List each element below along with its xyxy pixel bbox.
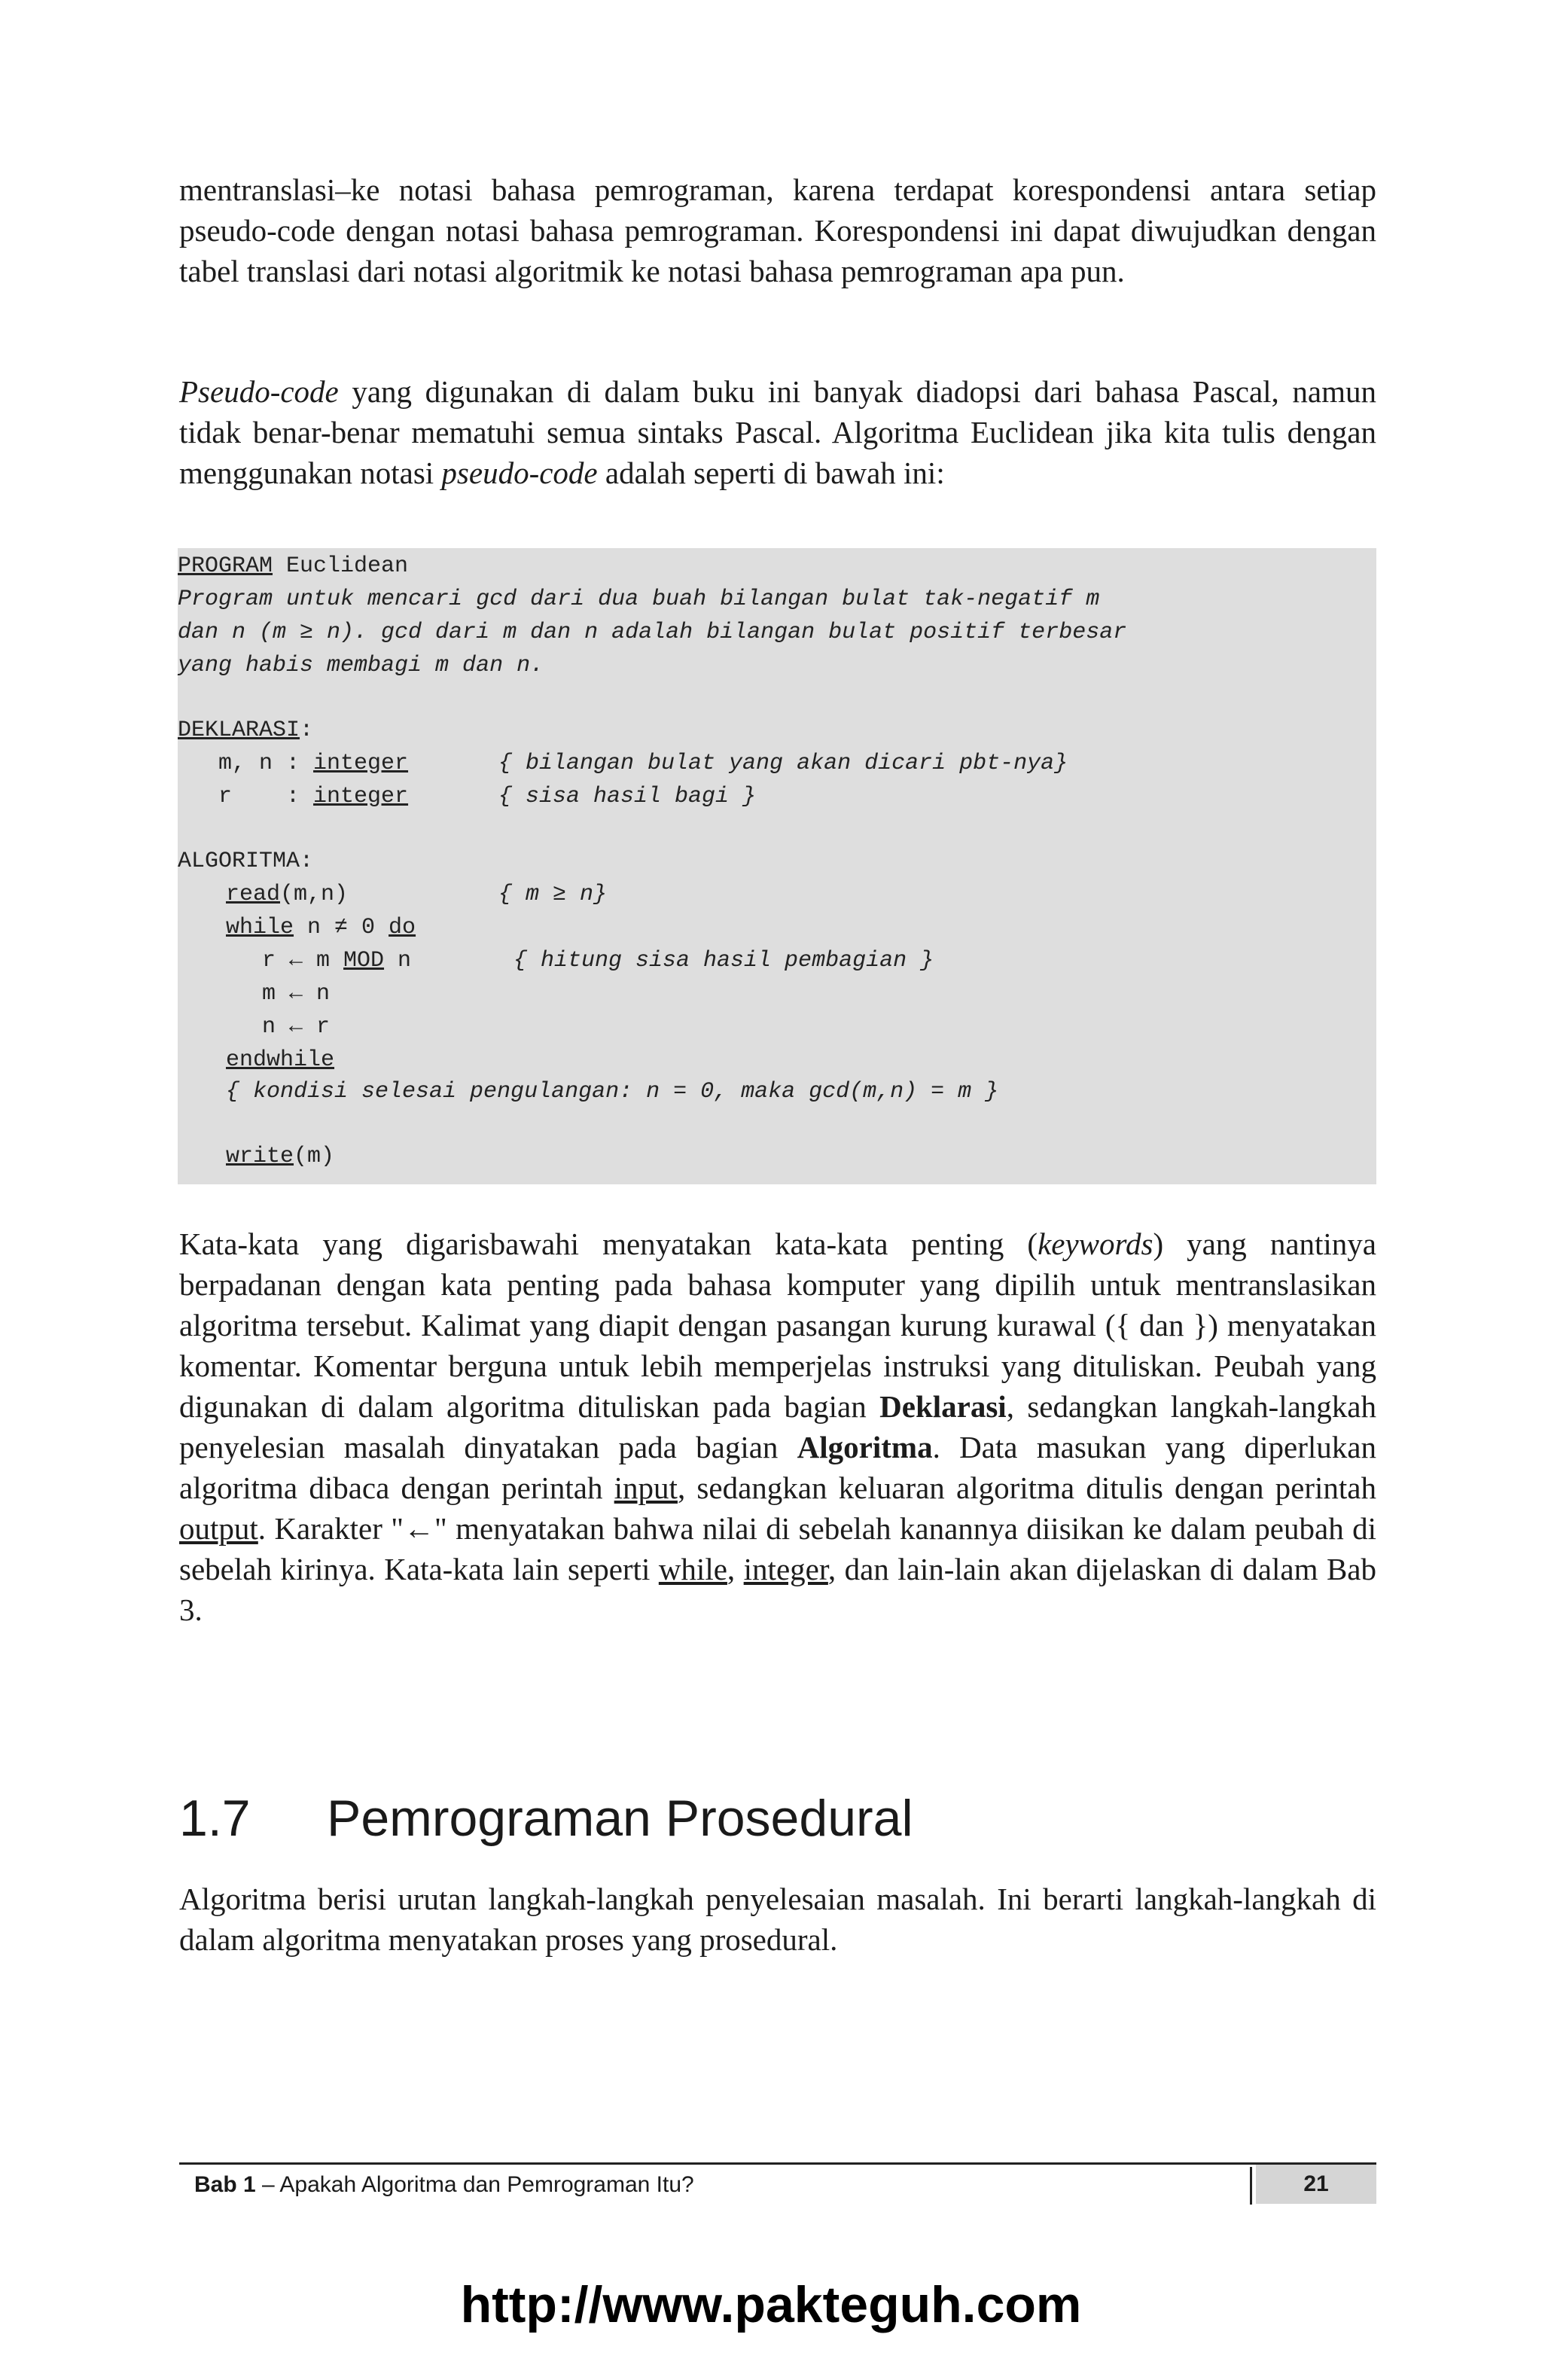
code-line-decl1 xyxy=(218,747,408,780)
running-footer xyxy=(194,2172,694,2198)
paragraph-keywords xyxy=(179,1224,1376,1630)
decl2-var: r : xyxy=(218,784,314,809)
code-read-comment: { m ≥ n} xyxy=(498,882,608,907)
code-decl1-comment: { bilangan bulat yang akan dicari pbt-nya} xyxy=(498,751,1068,776)
footer-chapter: Bab 1 xyxy=(194,2172,256,2197)
p3-text-a: Kata-kata yang digarisbawahi menyatakan kata-kata penting ( xyxy=(179,1227,1038,1261)
code-line-write xyxy=(226,1140,334,1173)
p3-text-e: , sedangkan langkah-langkah penyelesian masalah dinyatakan pada bagian xyxy=(179,1389,1377,1464)
write-keyword: write xyxy=(226,1144,294,1169)
algoritma-term: Algoritma xyxy=(797,1430,933,1464)
footer-title: – Apakah Algoritma dan Pemrograman Itu? xyxy=(255,2172,694,2197)
deklarasi-colon: : xyxy=(300,718,314,743)
p3-text-k: . Karakter "←" menyatakan bahwa nilai di sebelah kanannya diisikan ke dalam peubah di sebelah kirinya. Kata-kata lain seperti xyxy=(179,1511,1376,1586)
p3-text-o: , dan lain-lain akan dijelaskan di dalam Bab 3. xyxy=(179,1552,1376,1627)
code-line-assign-m: m ← n xyxy=(262,981,331,1007)
p3-text-m: , xyxy=(727,1552,744,1586)
paragraph-intro-text: mentranslasi–ke notasi bahasa pemrograman, karena terdapat korespondensi antara setiap pseudo-code dengan notasi bahasa pemrograman. Korespondensi ini dapat diwujudkan dengan tabel translasi dari notasi algoritmik ke notasi bahasa pemrograman apa pun. xyxy=(179,172,1376,288)
code-line-desc2: dan n (m ≥ n). gcd dari m dan n adalah bilangan bulat positif terbesar xyxy=(178,620,1127,645)
code-line-endwhile xyxy=(226,1044,334,1077)
decl1-var: m, n : xyxy=(218,751,314,776)
code-line-desc1: Program untuk mencari gcd dari dua buah bilangan bulat tak-negatif m xyxy=(178,587,1100,612)
code-listing xyxy=(178,548,1376,1184)
input-term: input xyxy=(614,1470,678,1505)
decl1-type: integer xyxy=(313,751,409,776)
mod-keyword: MOD xyxy=(343,948,385,974)
p3-text-i: , sedangkan keluaran algoritma ditulis dengan perintah xyxy=(677,1470,1376,1505)
code-assign-r-comment: { hitung sisa hasil pembagian } xyxy=(513,948,934,974)
code-line-algoritma: ALGORITMA: xyxy=(178,849,314,874)
paragraph-pseudocode xyxy=(179,371,1376,493)
program-keyword: PROGRAM xyxy=(178,553,273,579)
code-decl2-comment: { sisa hasil bagi } xyxy=(498,784,757,809)
paragraph-pseudocode-text: yang digunakan di dalam buku ini banyak diadopsi dari bahasa Pascal, namun tidak benar-benar mematuhi semua sintaks Pascal. Algoritma Euclidean jika kita tulis dengan menggunakan notasi xyxy=(179,374,1376,490)
paragraph-prosedural-text: Algoritma berisi urutan langkah-langkah penyelesaian masalah. Ini berarti langkah-langkah di dalam algoritma menyatakan proses yang prosedural. xyxy=(179,1882,1376,1957)
paragraph-intro xyxy=(179,169,1376,291)
do-keyword: do xyxy=(389,915,416,940)
pseudo-code-term: Pseudo-code xyxy=(179,374,339,409)
integer-term: integer xyxy=(743,1552,828,1586)
p3-text-c: ) yang nantinya berpadanan dengan kata penting pada bahasa komputer yang dipilih untuk mentranslasikan algoritma tersebut. Kalimat yang diapit dengan pasangan kurung kurawal ({ dan }) menyatakan komentar. Komentar berguna untuk lebih memperjelas instruksi yang dituliskan. Peubah yang digunakan di dalam algoritma dituliskan pada bagian xyxy=(179,1227,1377,1424)
paragraph-prosedural xyxy=(179,1879,1376,1960)
output-term: output xyxy=(179,1511,258,1546)
p3-text-g: . Data masukan yang diperlukan algoritma dibaca dengan perintah xyxy=(179,1430,1376,1505)
endwhile-keyword: endwhile xyxy=(226,1047,335,1073)
code-line-program xyxy=(178,550,408,583)
footer-separator xyxy=(1250,2167,1252,2205)
code-line-assign-r xyxy=(262,944,411,977)
page-number: 21 xyxy=(1256,2165,1376,2204)
code-line-read xyxy=(226,878,348,911)
code-line-while xyxy=(226,911,416,944)
code-line-desc3: yang habis membagi m dan n. xyxy=(178,653,544,678)
section-heading xyxy=(179,1788,913,1848)
section-number: 1.7 xyxy=(179,1790,251,1847)
assign-r-left: r ← m xyxy=(262,948,344,974)
code-line-decl2 xyxy=(218,780,408,813)
section-title: Pemrograman Prosedural xyxy=(327,1790,913,1847)
assign-r-right: n xyxy=(384,948,412,974)
footer-rule xyxy=(179,2162,1376,2165)
read-keyword: read xyxy=(226,882,281,907)
while-term: while xyxy=(658,1552,727,1586)
paragraph-pseudocode-end: adalah seperti di bawah ini: xyxy=(597,456,945,490)
while-keyword: while xyxy=(226,915,294,940)
write-args: (m) xyxy=(294,1144,335,1169)
decl2-type: integer xyxy=(313,784,409,809)
deklarasi-term: Deklarasi xyxy=(879,1389,1007,1424)
watermark-url: http://www.pakteguh.com xyxy=(460,2276,1082,2333)
code-line-assign-n: n ← r xyxy=(262,1014,331,1040)
code-line-deklarasi xyxy=(178,714,313,747)
while-condition: n ≠ 0 xyxy=(294,915,389,940)
program-name: Euclidean xyxy=(273,553,409,579)
deklarasi-keyword: DEKLARASI xyxy=(178,718,300,743)
keywords-term: keywords xyxy=(1038,1227,1153,1261)
read-args: (m,n) xyxy=(280,882,349,907)
pseudo-code-block xyxy=(178,548,1376,1184)
pseudo-code-term-2: pseudo-code xyxy=(441,456,598,490)
code-line-end-comment: { kondisi selesai pengulangan: n = 0, maka gcd(m,n) = m } xyxy=(226,1079,999,1105)
